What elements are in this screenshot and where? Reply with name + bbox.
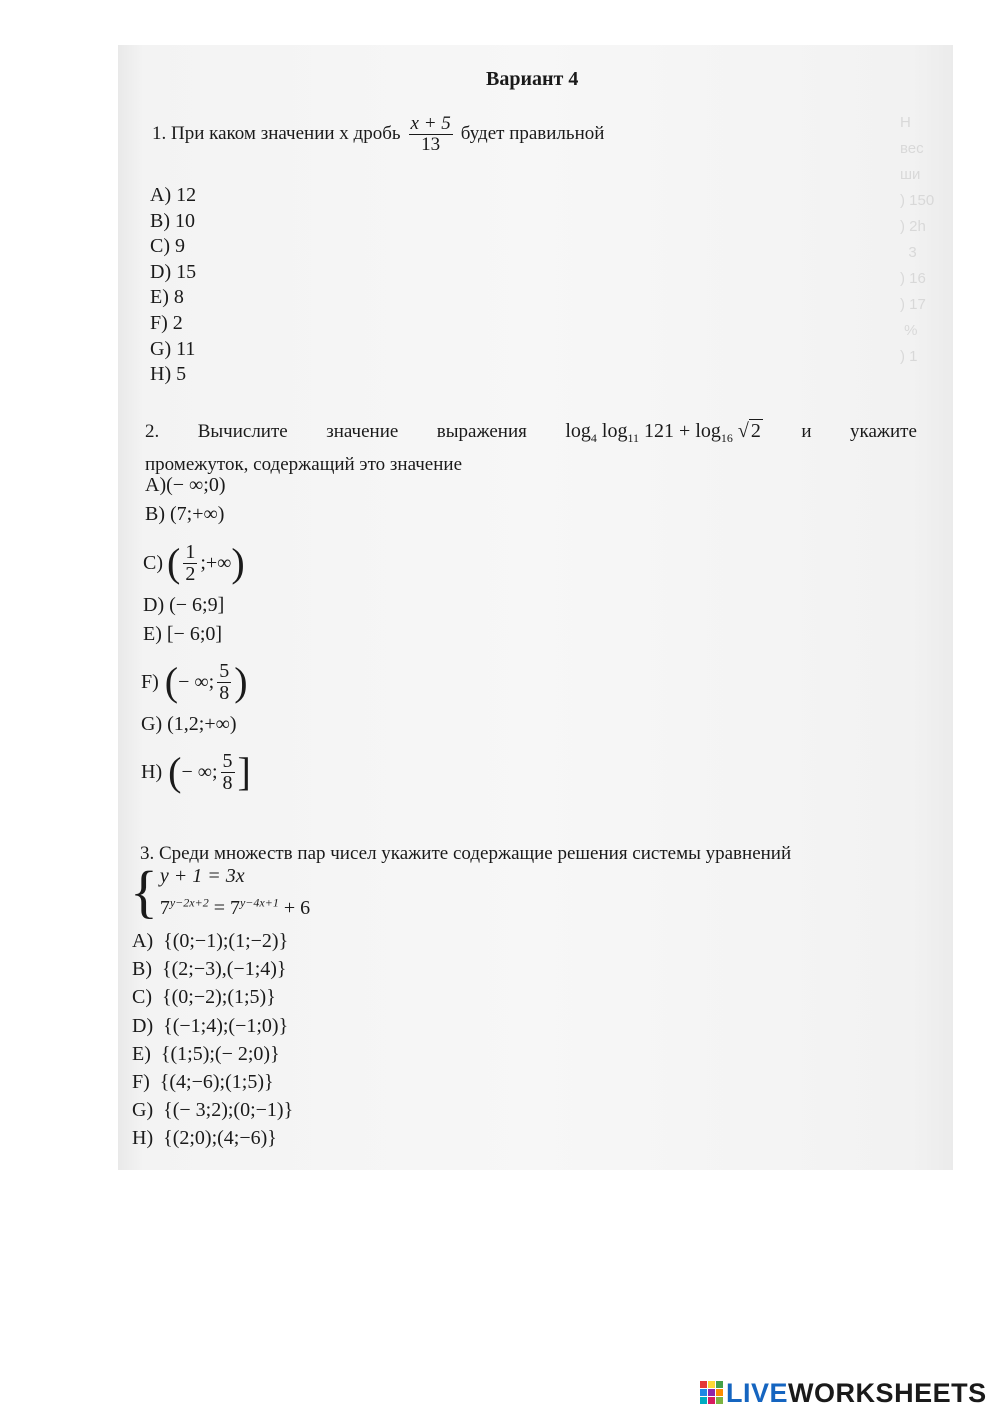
logo-letter: E [932, 1377, 952, 1408]
q2-option-f[interactable]: F) ( − ∞; $\frac{5}{8}$ ) [141, 659, 248, 704]
q1-option-d[interactable]: D) 15 [150, 260, 197, 283]
q2-option-b[interactable]: B) (7;+∞) [145, 503, 225, 525]
q1-option-h[interactable]: H) 5 [150, 363, 187, 386]
q2-number: 2. [145, 420, 160, 442]
q2-word-3: выражения [436, 420, 527, 442]
question-1-options [150, 183, 196, 388]
q2-expression: $\log_4 \log_{11} 121 + \log_{16}$ √ 2 [565, 420, 761, 445]
q1-option-f[interactable]: F) 2 [150, 311, 183, 334]
logo-letter: I [743, 1377, 752, 1408]
q1-option-c[interactable]: C) 9 [150, 235, 185, 258]
equation-2: $7^{y-2x+2} = 7^{y-4x+1} + 6$ [159, 895, 311, 919]
logo-text [726, 1378, 987, 1409]
q1-option-e[interactable]: E) 8 [150, 286, 184, 309]
q3-option-g[interactable]: G) {(− 3;2);(0;−1)} [132, 1099, 294, 1122]
q3-option-d[interactable]: D) {(−1;4);(−1;0)} [132, 1014, 289, 1037]
fraction-denominator: 13 [421, 133, 441, 155]
system-brace: { [130, 859, 158, 924]
question-1-text [152, 114, 604, 155]
logo-letter: R [835, 1377, 856, 1408]
question-2-line-2: промежуток, содержащий это значение [145, 454, 462, 475]
logo-letter: K [855, 1377, 876, 1408]
q2-word-2: значение [326, 420, 399, 442]
sqrt-sign: √ [737, 420, 749, 442]
q3-option-f[interactable]: F) {(4;−6);(1;5)} [132, 1071, 274, 1094]
logo-letter: L [726, 1377, 743, 1408]
q3-option-c[interactable]: C) {(0;−2);(1;5)} [132, 986, 276, 1009]
q1-option-b[interactable]: B) 10 [150, 209, 195, 232]
q1-option-a[interactable]: A) 12 [150, 184, 197, 206]
c-fraction: $\frac{1}{2}$ [185, 540, 196, 585]
q2-option-g[interactable]: G) (1,2;+∞) [141, 713, 237, 735]
h-fraction: $\frac{5}{8}$ [222, 749, 233, 794]
logo-letter: O [814, 1377, 836, 1408]
q2-option-h[interactable]: H) ( − ∞; $\frac{5}{8}$ ] [141, 749, 251, 794]
logo-grid-icon [700, 1381, 724, 1405]
q3-option-e[interactable]: E) {(1;5);(− 2;0)} [132, 1042, 280, 1065]
logo-letter: S [968, 1377, 987, 1408]
q2-option-d[interactable]: D) (− 6;9] [143, 594, 225, 616]
page-title: Вариант 4 [486, 68, 579, 90]
question-3-text: 3. Среди множеств пар чисел укажите содержащие решения системы уравнений [140, 843, 792, 864]
q2-word-4: и [801, 420, 812, 442]
q2-option-a[interactable]: A)(− ∞;0) [145, 474, 226, 496]
q2-word-5: укажите [850, 420, 917, 442]
logo-letter: H [894, 1377, 915, 1408]
equation-system [130, 857, 310, 927]
q3-option-b[interactable]: B) {(2;−3),(−1;4)} [132, 958, 287, 981]
logo-letter: T [951, 1377, 969, 1408]
logo-letter: V [751, 1377, 770, 1408]
question-1-suffix: будет правильной [460, 123, 605, 145]
q3-option-h[interactable]: H) {(2;0);(4;−6)} [132, 1127, 277, 1150]
bleed-through-marks: Н вес ши ) 150 ) 2h 3 ) 16 ) 17 % ) 1 [900, 114, 935, 365]
q3-option-a[interactable]: A) {(0;−1);(1;−2)} [132, 930, 289, 952]
question-1-prefix: 1. При каком значении х дробь [152, 123, 401, 145]
logo-letter: E [914, 1377, 933, 1408]
q2-option-e[interactable]: E) [− 6;0] [143, 623, 223, 645]
logo-letter: S [875, 1377, 895, 1408]
logo-letter: W [788, 1377, 815, 1408]
fraction-numerator: x + 5 [410, 113, 451, 134]
f-fraction: $\frac{5}{8}$ [219, 659, 230, 704]
q2-word-1: Вычислите [197, 420, 288, 442]
q2-option-c[interactable]: C) ( $\frac{1}{2}$ ;+∞ ) [143, 540, 245, 585]
question-1-fraction [409, 114, 453, 155]
liveworksheets-logo[interactable] [700, 1376, 987, 1410]
q1-option-g[interactable]: G) 11 [150, 337, 196, 360]
equation-1: y + 1 = 3x [159, 865, 245, 887]
question-3-options [132, 927, 293, 1153]
question-2-line-1 [145, 420, 917, 443]
logo-letter: E [769, 1377, 789, 1408]
system-equations [160, 860, 310, 924]
